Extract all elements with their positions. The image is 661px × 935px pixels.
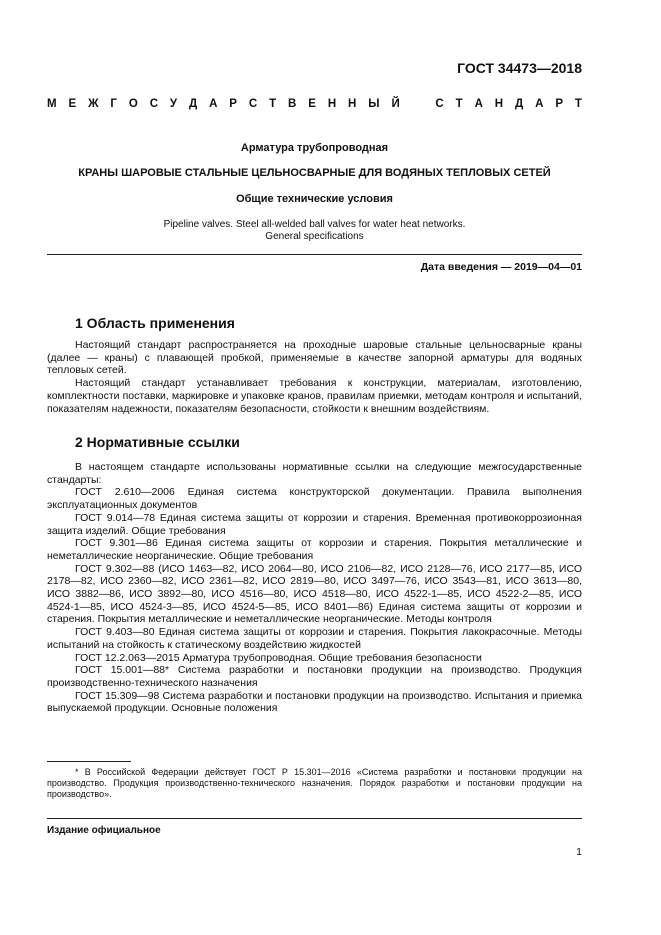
banner-letter: Н	[348, 98, 357, 110]
official-edition-label: Издание официальное	[47, 825, 161, 836]
banner-letter: Т	[269, 98, 277, 110]
banner-letter: А	[209, 98, 218, 110]
reference-item: ГОСТ 12.2.063—2015 Арматура трубопроводная. Общие требования безопасности	[75, 651, 482, 664]
english-title-line: General specifications	[265, 231, 364, 242]
banner-letter: Г	[110, 98, 117, 110]
section-heading-references: 2 Нормативные ссылки	[75, 434, 240, 450]
reference-item: ГОСТ 15.309—98 Система разработки и постановки продукции на производство. Испытания и приемка выпускаемой продукции. Основные положения	[47, 689, 582, 715]
footnote-text: * В Российской Федерации действует ГОСТ Р 15.301—2016 «Система разработки и постановки продукции на производство. Продукция производственно-технического назначения. Порядок разработки и постановки продукции на производство».	[47, 767, 582, 799]
banner-letter: Е	[68, 98, 77, 110]
reference-item: ГОСТ 9.403—80 Единая система защиты от коррозии и старения. Покрытия лакокрасочные. Методы испытаний на стойкость к статическому воздействию жидкостей	[47, 626, 582, 651]
footer-divider	[47, 818, 582, 819]
section-body-scope	[47, 339, 582, 415]
footnote	[47, 767, 582, 800]
banner-letter: Р	[229, 98, 237, 110]
banner-letter: В	[288, 98, 297, 110]
document-title: КРАНЫ ШАРОВЫЕ СТАЛЬНЫЕ ЦЕЛЬНОСВАРНЫЕ ДЛЯ ВОДЯНЫХ ТЕПЛОВЫХ СЕТЕЙ	[78, 167, 551, 179]
banner-letter: С	[248, 98, 258, 110]
banner-letter: С	[435, 98, 444, 110]
banner-letter: Н	[327, 98, 337, 110]
banner-letter: Ы	[368, 98, 380, 110]
banner-letter: А	[535, 98, 544, 110]
banner-letter: Д	[515, 98, 524, 110]
banner-letter: У	[169, 98, 178, 110]
paragraph: Настоящий стандарт распространяется на проходные шаровые стальные цельносварные краны (далее — краны) с плавающей пробкой, применяемые в качестве запорной арматуры для водяных тепловых сетей.	[47, 339, 582, 377]
banner-letter: Р	[555, 98, 564, 110]
interstate-standard-banner	[47, 98, 582, 110]
banner-letter: Т	[574, 98, 582, 110]
banner-letter: Н	[494, 98, 504, 110]
banner-letter: Д	[188, 98, 198, 110]
footnote-divider	[47, 761, 131, 762]
paragraph: В настоящем стандарте использованы нормативные ссылки на следующие межгосударственные стандарты:	[47, 461, 582, 486]
page-number: 1	[576, 846, 582, 858]
banner-letter: Ж	[88, 98, 99, 110]
reference-item: ГОСТ 9.014—78 Единая система защиты от коррозии и старения. Временная противокоррозионная защита изделий. Общие требования	[47, 511, 582, 537]
section-body-references	[47, 461, 582, 715]
banner-letter: М	[47, 98, 57, 110]
section-heading-scope: 1 Область применения	[75, 315, 235, 331]
banner-letter: А	[474, 98, 483, 110]
standard-code: ГОСТ 34473—2018	[457, 60, 582, 76]
reference-item: ГОСТ 15.001—88* Система разработки и постановки продукции на производство. Продукция производственно-технического назначения	[47, 664, 582, 689]
paragraph: Настоящий стандарт устанавливает требования к конструкции, материалам, изготовлению, комплектности поставки, маркировке и упаковке кранов, правилам приемки, методам контроля и испытаний, показателям надежности, показателям безопасности, стойкости к внешним воздействиям.	[47, 377, 582, 415]
reference-item: ГОСТ 9.301—86 Единая система защиты от коррозии и старения. Покрытия металлические и неметаллические неорганические. Общие требования	[47, 537, 582, 562]
banner-letter: Й	[391, 98, 400, 110]
reference-item: ГОСТ 9.302—88 (ИСО 1463—82, ИСО 2064—80, ИСО 2106—82, ИСО 2128—76, ИСО 2177—85, ИСО 2178—82, ИСО 2360—82, ИСО 2361—82, ИСО 2819—80, ИСО 3497—76, ИСО 3543—81, ИСО 3613—80, ИСО 3882—86, ИСО 3892—80, ИСО 4516—80, ИСО 4518—80, ИСО 4522-1—85, ИСО 4522-2—85, ИСО 4524-1—85, ИСО 4524-3—85, ИСО 4524-5—85, ИСО 8401—86) Единая система защиты от коррозии и старения. Покрытия металлические и неметаллические неорганические. Методы контроля	[47, 562, 582, 626]
banner-letter: Е	[308, 98, 316, 110]
banner-letter: О	[128, 98, 138, 110]
title-category: Арматура трубопроводная	[240, 142, 389, 154]
document-subtitle: Общие технические условия	[236, 193, 393, 205]
banner-letter: С	[149, 98, 158, 110]
english-title	[47, 219, 582, 243]
english-title-line: Pipeline valves. Steel all-welded ball valves for water heat networks.	[163, 219, 466, 230]
header-divider	[47, 254, 582, 255]
reference-item: ГОСТ 2.610—2006 Единая система конструкторской документации. Правила выполнения эксплуатационных документов	[47, 486, 582, 512]
introduction-date: Дата введения — 2019—04—01	[420, 261, 582, 273]
banner-letter: Т	[455, 98, 463, 110]
